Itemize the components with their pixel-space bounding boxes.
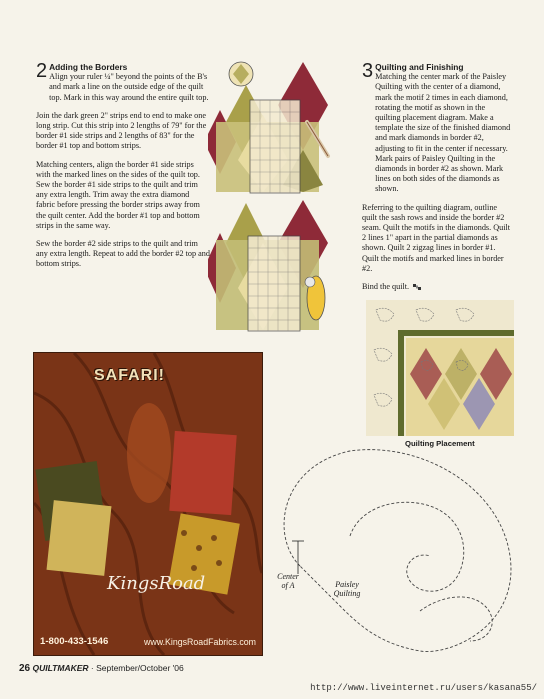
ruler-2 [248,236,300,331]
step2-column [36,62,210,278]
step2-paragraph-1: Join the dark green 2" strips end to end to make one long strip. Cut this strip into 2 lengths of 79" for the border #1 side strips and 2 lengths of 83" for the border #1 top and bottom strips. [36,110,207,151]
ad-background-art [34,353,262,655]
step3-number: 3 [362,60,374,82]
step2-heading [36,62,210,103]
ruler [250,100,300,193]
placement-caption: Quilting Placement [405,439,475,448]
center-of-a-label [274,572,302,590]
step2-number: 2 [36,60,48,82]
border1-top [398,330,514,336]
ad-title: SAFARI! [94,367,165,384]
step2-paragraph-2: Matching centers, align the border #1 side strips with the marked lines on the sides of the quilt top. Sew the border #1 side strips to the quilt and trim any extra length. Trim away the extra diamond fabric before pressing the border strips away from the quilt center. Add the border #1 top and bottom strips in the same way. [36,159,200,230]
magazine-name: QUILTMAKER [32,663,89,673]
paisley-outer-outline [284,450,511,652]
paisley-swirl [420,597,492,641]
step3-paragraph-2 [362,282,512,292]
issue-date: · September/October '06 [90,663,184,673]
step2-title: Adding the Borders [49,62,128,72]
paisley-template [270,446,525,666]
border1-side [398,330,404,436]
cutter-blade [305,277,315,287]
kingsroad-advertisement [33,352,263,656]
border-diagram-1 [208,60,338,195]
ad-brand-logo: KingsRoad [107,573,206,594]
step2-intro: Align your ruler ¼" beyond the points of the B's and mark a line on the outside edge of the quilt top. Mark in this way around the entire quilt top. [49,72,209,102]
step3-column [362,62,512,300]
paisley-label-line-2: Quilting [333,589,361,598]
step3-heading [362,62,512,195]
center-label-line-1: Center [277,572,299,581]
paisley-label-line-1: Paisley [335,580,359,589]
bind-text: Bind the quilt. [362,282,410,292]
step3-title: Quilting and Finishing [375,62,464,72]
center-label-line-2: of A [281,581,295,590]
source-url[interactable]: http://www.liveinternet.ru/users/kasana55/ [310,683,537,693]
paisley-inner-curl [350,502,464,591]
page-footer [19,663,184,674]
ad-phone: 1-800-433-1546 [40,636,109,647]
ad-url[interactable]: www.KingsRoadFabrics.com [144,637,256,647]
quilting-placement-diagram [366,300,514,436]
end-mark-icon [413,284,421,290]
page-number: 26 [19,663,31,674]
border-diagram-2 [208,198,338,333]
step3-paragraph-1: Referring to the quilting diagram, outline quilt the sash rows and inside the border #2 seam. Quilt the motifs in the diamonds. Quilt 2 lines 1" apart in the partial diamonds as shown. Quilt 2 zigzag lines in border #1. Quilt the motifs and marked lines in border #2. [362,202,511,273]
step3-intro: Matching the center mark of the Paisley Quilting with the center of a diamond, mark the motif 2 times in each diamond, rotating the motif as shown in the quilting placement diagram. Make a template the size of the finished diamond and mark diamonds in border #2, adjusting to fit in the center if necessary. Mark pairs of Paisley Quilting in the diamonds in border #2 as shown. Mark lines on both sides of the diamonds as shown. [375,72,511,194]
zebra-head [127,403,171,503]
paisley-quilting-label [327,580,367,598]
step2-paragraph-3: Sew the border #2 side strips to the quilt and trim any extra length. Repeat to add the border #2 top and bottom strips. [36,239,210,269]
